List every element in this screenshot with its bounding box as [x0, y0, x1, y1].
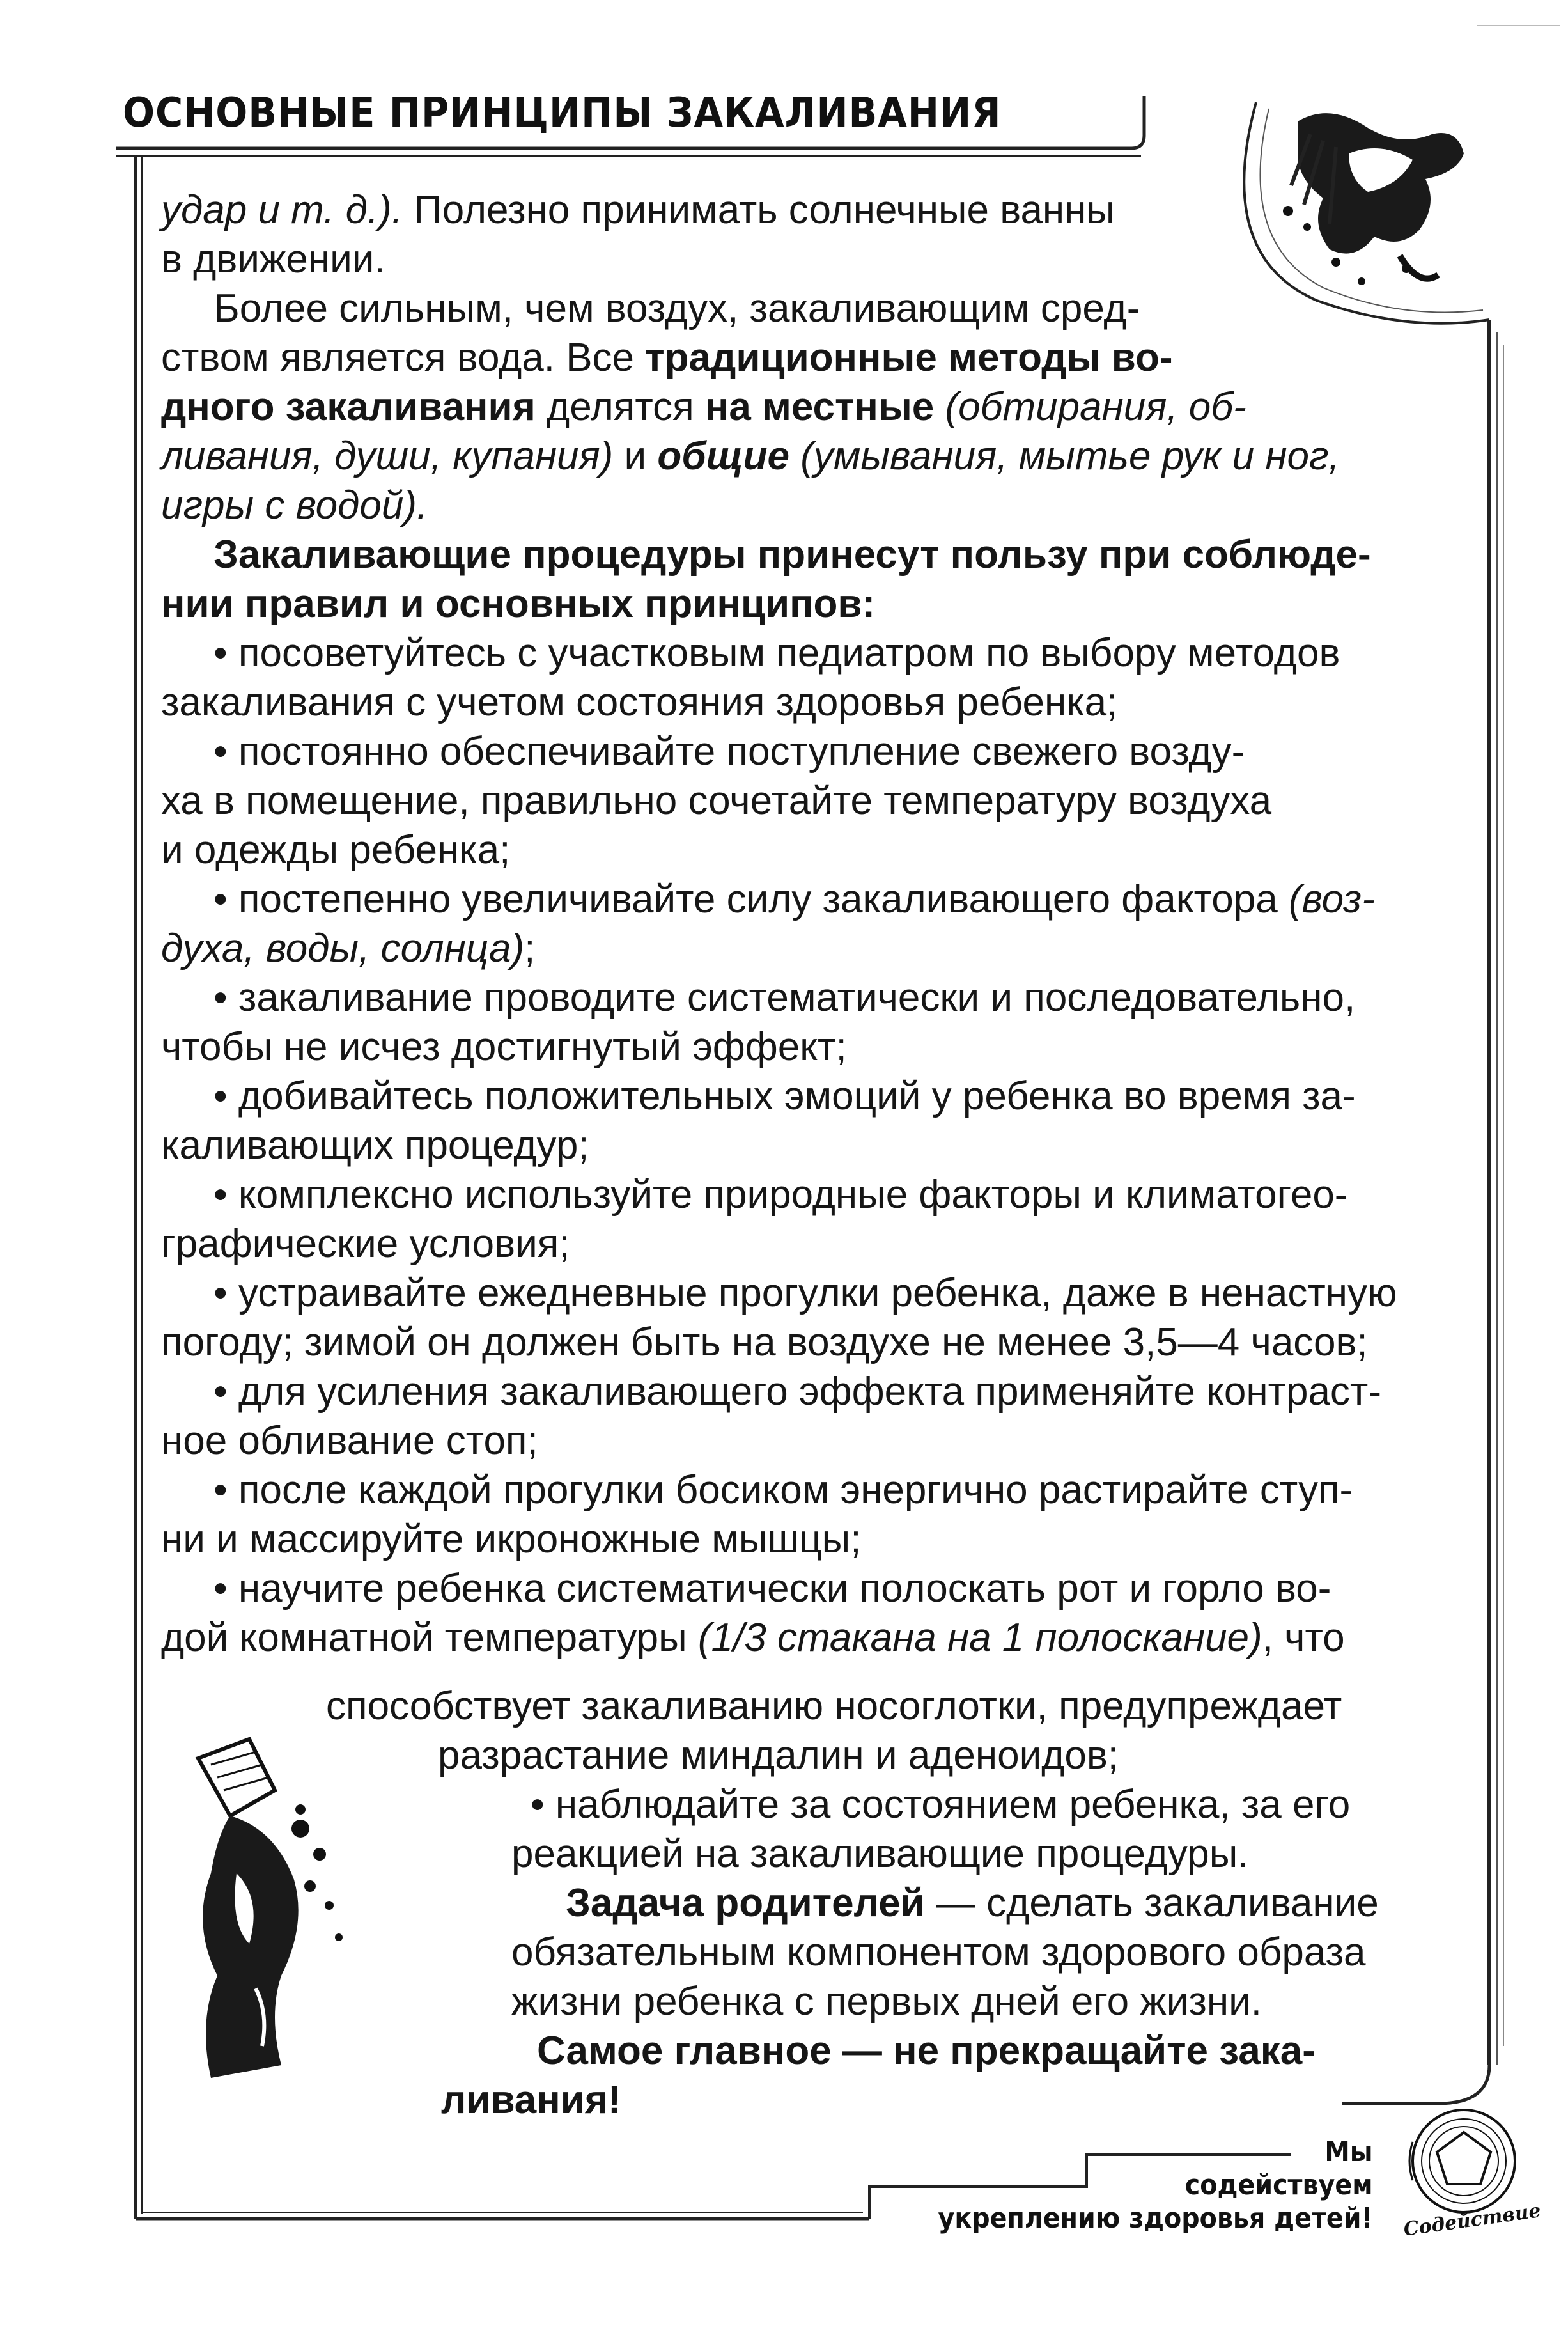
- p1-rest: Полезно принимать солнечные ванны: [402, 188, 1115, 232]
- page-title: ОСНОВНЫЕ ПРИНЦИПЫ ЗАКАЛИВАНИЯ: [123, 90, 1002, 137]
- p2-l3-bold: дного закаливания: [161, 385, 536, 429]
- slogan-line-2: содействуем: [1185, 2169, 1373, 2201]
- bullet-11-line-1: • наблюдайте за состоянием ребенка, за его: [531, 1783, 1351, 1827]
- bullet-8-line-2: ное обливание стоп;: [161, 1419, 538, 1463]
- bullet-3-line-2-plain: ;: [524, 926, 536, 971]
- p2-l4-bolditalic: общие: [657, 434, 789, 478]
- bullet-6-line-1: • комплексно используйте природные факторы и климатогео-: [213, 1173, 1348, 1217]
- main-text: [161, 185, 1452, 1662]
- p2-l3-bold2: на местные: [704, 385, 935, 429]
- task-bold: Задача родителей: [566, 1881, 925, 1925]
- bullet-10-line-1: • научите ребенка систематически полоскать рот и горло во-: [213, 1566, 1331, 1611]
- paragraph-3: [161, 530, 1452, 629]
- bullet-7-line-1: • устраивайте ежедневные прогулки ребенка, даже в ненастную: [213, 1271, 1397, 1315]
- list-item: [511, 1780, 1350, 1878]
- p2-l2-plain: ством является вода. Все: [161, 336, 646, 380]
- bullet-4-line-1: • закаливание проводите систематически и последовательно,: [213, 976, 1356, 1020]
- list-item: [161, 1367, 1452, 1465]
- logo-caption: Содействие: [1402, 2199, 1542, 2241]
- bullet-10-continuation-2: [438, 1731, 1119, 1780]
- p2-l4-plain: и: [613, 434, 658, 478]
- final-line-2: ливания!: [441, 2078, 621, 2122]
- bullet-1-line-1: • посоветуйтесь с участковым педиатром по выбору методов: [213, 631, 1340, 675]
- task-paragraph: [511, 1878, 1379, 2026]
- paragraph-1: [161, 185, 1452, 284]
- bullet-10-continuation: [326, 1682, 1342, 1731]
- bullet-6-line-2: графические условия;: [161, 1222, 570, 1266]
- p3-line-2: нии правил и основных принципов:: [161, 582, 876, 626]
- p1-italic: удар и т. д.).: [161, 188, 403, 232]
- p2-l3-plain: делятся: [535, 385, 705, 429]
- bullet-5-line-1: • добивайтесь положительных эмоций у ребенка во время за-: [213, 1074, 1356, 1118]
- p3-line-1: Закаливающие процедуры принесут пользу при соблюде-: [213, 533, 1371, 577]
- p2-l4-italic: ливания, души, купания): [161, 434, 614, 478]
- p2-l2-bold: традиционные методы во-: [645, 336, 1173, 380]
- footer-slogan: [938, 2136, 1373, 2235]
- bullet-10-line-3: способствует закаливанию носоглотки, предупреждает: [326, 1684, 1342, 1728]
- list-item: [161, 1564, 1452, 1662]
- pouring-jug-icon: [173, 1733, 377, 2091]
- final-paragraph: [441, 2026, 1316, 2125]
- bullet-10-line-4: разрастание миндалин и аденоидов;: [438, 1733, 1119, 1777]
- bullet-10-line-2-italic: (1/3 стакана на 1 полоскание): [697, 1616, 1262, 1660]
- bullet-2-line-3: и одежды ребенка;: [161, 828, 511, 872]
- list-item: [161, 727, 1452, 875]
- paragraph-2: [161, 284, 1452, 530]
- p2-line-1: Более сильным, чем воздух, закаливающим сред-: [213, 286, 1140, 331]
- bullet-3-line-2-italic: духа, воды, солнца): [161, 926, 525, 971]
- slogan-line-3: укреплению здоровья детей!: [938, 2202, 1373, 2235]
- list-item: [161, 1269, 1452, 1367]
- p1-line-2: в движении.: [161, 237, 385, 281]
- list-item: [161, 875, 1452, 973]
- bullet-9-line-2: ни и массируйте икроножные мышцы;: [161, 1517, 862, 1561]
- p2-l3-italic: (обтирания, об-: [934, 385, 1246, 429]
- list-item: [161, 973, 1452, 1072]
- bullet-3-plain: • постепенно увеличивайте силу закаливающего фактора: [213, 877, 1289, 921]
- bullet-1-line-2: закаливания с учетом состояния здоровья ребенка;: [161, 680, 1118, 724]
- bullet-5-line-2: каливающих процедур;: [161, 1123, 589, 1168]
- task-line-2: обязательным компонентом здорового образа: [511, 1930, 1366, 1974]
- list-item: [161, 1170, 1452, 1269]
- task-line-1-rest: — сделать закаливание: [924, 1881, 1379, 1925]
- list-item: [161, 1465, 1452, 1564]
- slogan-line-1: Мы: [1324, 2136, 1373, 2168]
- list-item: [161, 629, 1452, 727]
- bullet-2-line-2: ха в помещение, правильно сочетайте температуру воздуха: [161, 779, 1272, 823]
- bullet-7-line-2: погоду; зимой он должен быть на воздухе не менее 3,5—4 часов;: [161, 1320, 1368, 1364]
- bullet-3-italic: (воз-: [1288, 877, 1375, 921]
- p2-l4-italic2: (умывания, мытье рук и ног,: [789, 434, 1340, 478]
- bullet-10-line-2-plain2: , что: [1262, 1616, 1345, 1660]
- bullet-10-line-2-plain: дой комнатной температуры: [161, 1616, 698, 1660]
- bullet-4-line-2: чтобы не исчез достигнутый эффект;: [161, 1025, 847, 1069]
- final-line-1: Самое главное — не прекращайте зака-: [537, 2029, 1316, 2073]
- p2-line-5: игры с водой).: [161, 483, 428, 527]
- bullet-2-line-1: • постоянно обеспечивайте поступление свежего возду-: [213, 730, 1245, 774]
- bullet-9-line-1: • после каждой прогулки босиком энергично растирайте ступ-: [213, 1468, 1353, 1512]
- task-line-3: жизни ребенка с первых дней его жизни.: [511, 1980, 1262, 2024]
- bullet-8-line-1: • для усиления закаливающего эффекта применяйте контраст-: [213, 1370, 1381, 1414]
- bullet-11-line-2: реакцией на закаливающие процедуры.: [511, 1832, 1249, 1876]
- list-item: [161, 1072, 1452, 1170]
